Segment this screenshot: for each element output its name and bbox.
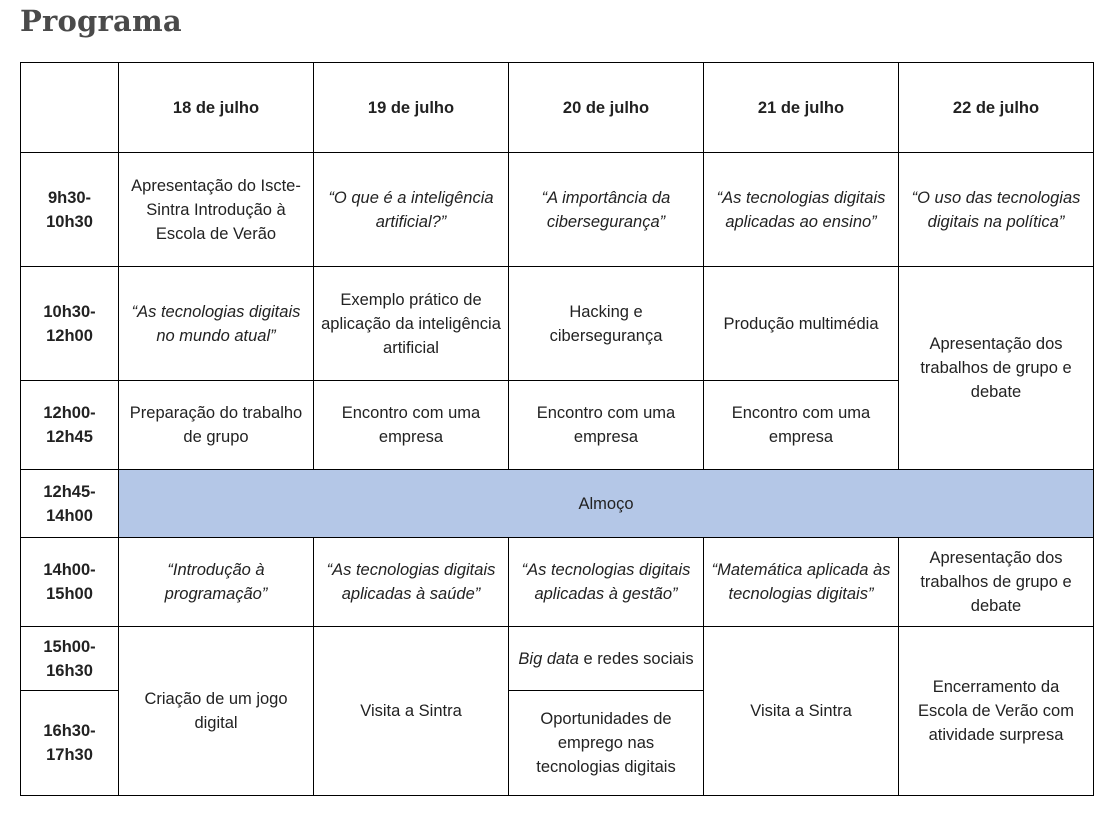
session-cell: Encontro com uma empresa xyxy=(314,381,509,470)
session-cell: Apresentação dos trabalhos de grupo e debate xyxy=(899,538,1094,627)
day-header: 18 de julho xyxy=(119,63,314,153)
corner-cell xyxy=(21,63,119,153)
session-cell: Encerramento da Escola de Verão com atividade surpresa xyxy=(899,627,1094,796)
time-slot: 10h30- 12h00 xyxy=(21,267,119,381)
session-cell: “A importância da cibersegurança” xyxy=(509,153,704,267)
session-cell: “As tecnologias digitais no mundo atual” xyxy=(119,267,314,381)
session-cell: “O uso das tecnologias digitais na política” xyxy=(899,153,1094,267)
session-cell: Encontro com uma empresa xyxy=(509,381,704,470)
page-title: Programa xyxy=(20,4,182,38)
time-slot: 14h00- 15h00 xyxy=(21,538,119,627)
session-cell: Visita a Sintra xyxy=(314,627,509,796)
session-cell: Oportunidades de emprego nas tecnologias digitais xyxy=(509,691,704,796)
session-cell: “As tecnologias digitais aplicadas à gestão” xyxy=(509,538,704,627)
time-row xyxy=(21,470,1094,538)
session-cell: Preparação do trabalho de grupo xyxy=(119,381,314,470)
day-header: 21 de julho xyxy=(704,63,899,153)
time-slot: 15h00- 16h30 xyxy=(21,627,119,691)
schedule-table xyxy=(20,62,1094,796)
session-cell: “Introdução à programação” xyxy=(119,538,314,627)
session-cell: Produção multimédia xyxy=(704,267,899,381)
time-row xyxy=(21,627,1094,691)
session-cell: “O que é a inteligência artificial?” xyxy=(314,153,509,267)
header-row xyxy=(21,63,1094,153)
big-data-term: Big data xyxy=(518,649,579,668)
session-cell: Apresentação do Iscte-Sintra Introdução à Escola de Verão xyxy=(119,153,314,267)
time-row xyxy=(21,538,1094,627)
session-cell: Hacking e cibersegurança xyxy=(509,267,704,381)
time-slot: 12h45- 14h00 xyxy=(21,470,119,538)
session-cell: “As tecnologias digitais aplicadas à saúde” xyxy=(314,538,509,627)
session-cell: Visita a Sintra xyxy=(704,627,899,796)
session-cell: “Matemática aplicada às tecnologias digitais” xyxy=(704,538,899,627)
lunch-cell: Almoço xyxy=(119,470,1094,538)
time-row xyxy=(21,153,1094,267)
time-slot: 12h00- 12h45 xyxy=(21,381,119,470)
session-cell: Encontro com uma empresa xyxy=(704,381,899,470)
day-header: 19 de julho xyxy=(314,63,509,153)
session-cell: Exemplo prático de aplicação da inteligência artificial xyxy=(314,267,509,381)
session-cell xyxy=(509,627,704,691)
session-cell: Apresentação dos trabalhos de grupo e debate xyxy=(899,267,1094,470)
day-header: 22 de julho xyxy=(899,63,1094,153)
day-header: 20 de julho xyxy=(509,63,704,153)
time-slot: 9h30- 10h30 xyxy=(21,153,119,267)
session-cell: Criação de um jogo digital xyxy=(119,627,314,796)
session-cell: “As tecnologias digitais aplicadas ao ensino” xyxy=(704,153,899,267)
session-text: e redes sociais xyxy=(578,649,694,668)
time-slot: 16h30- 17h30 xyxy=(21,691,119,796)
time-row xyxy=(21,267,1094,381)
